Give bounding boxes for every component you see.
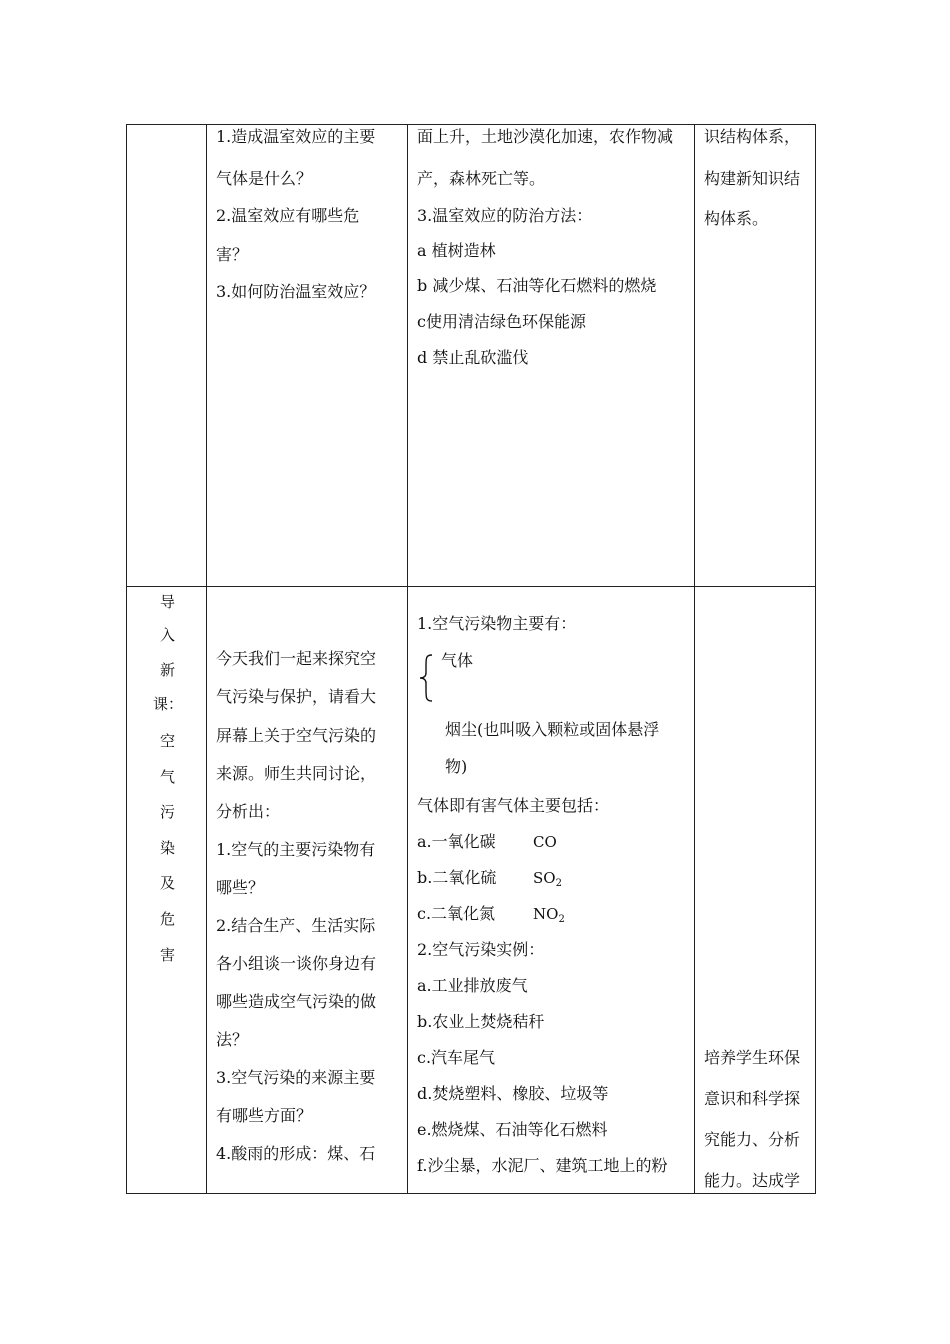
text-line: 哪些？ [216,878,265,897]
text-line: 1.造成温室效应的主要 [216,127,376,146]
text-line: d 禁止乱砍滥伐 [417,348,529,367]
examples-heading: 2.空气污染实例： [417,940,545,959]
text-line: 3.温室效应的防治方法： [417,206,593,225]
table-border-left [126,124,127,1194]
stage-char: 害 [160,946,176,964]
column-divider-2 [407,124,408,1194]
text-line: 能力。达成学 [704,1171,801,1190]
stage-char: 导 [160,593,176,611]
text-line: 屏幕上关于空气污染的 [216,726,377,745]
table-border-bottom [126,1193,816,1194]
text-line: 各小组谈一谈你身边有 [216,954,377,973]
text-line: 气污染与保护，请看大 [216,687,377,706]
text-line: 有哪些方面？ [216,1106,313,1125]
text-line: 害？ [216,245,249,264]
formula-text: NO [533,905,559,923]
example-item: a.工业排放废气 [417,976,528,995]
text-line: 识结构体系， [704,127,801,146]
gas-formula-no2 [533,905,565,929]
stage-char: 课： [153,695,184,713]
example-item: b.农业上焚烧秸秆 [417,1012,545,1031]
stage-char: 污 [160,803,176,821]
column-divider-3 [694,124,695,1194]
brace-item-gas: 气体 [441,651,474,670]
row-divider [126,586,816,587]
table-border-top [126,124,816,125]
text-line: 3.空气污染的来源主要 [216,1068,376,1087]
gas-item-no2: c.二氧化氮 [417,904,496,923]
formula-subscript: 2 [555,878,562,889]
example-item: d.焚烧塑料、橡胶、垃圾等 [417,1084,609,1103]
stage-char: 新 [160,661,176,679]
text-line: 培养学生环保 [704,1048,801,1067]
text-line: 法？ [216,1030,249,1049]
text-line: 构体系。 [704,209,769,228]
text-line: 意识和科学探 [704,1089,801,1108]
stage-char: 气 [160,768,176,786]
stage-char: 空 [160,732,176,750]
text-line: 气体是什么？ [216,169,313,188]
table-border-right [815,124,816,1194]
gas-item-so2: b.二氧化硫 [417,868,497,887]
formula-text: SO [533,869,556,887]
stage-char: 染 [160,839,176,857]
text-line: 1.空气的主要污染物有 [216,840,376,859]
text-line: 构建新知识结 [704,169,801,188]
formula-subscript: 2 [558,914,565,925]
text-line: 来源。师生共同讨论， [216,764,377,783]
text-line: 面上升，土地沙漠化加速，农作物减 [417,127,674,146]
example-item: f.沙尘暴，水泥厂、建筑工地上的粉 [417,1156,668,1175]
brace-item-dust: 烟尘(也叫吸入颗粒或固体悬浮 [445,720,660,739]
column-divider-1 [206,124,207,1194]
pollutants-heading: 1.空气污染物主要有： [417,614,577,633]
gas-formula-so2 [533,869,562,893]
example-item: e.燃烧煤、石油等化石燃料 [417,1120,608,1139]
text-line: 分析出： [216,802,281,821]
text-line: c使用清洁绿色环保能源 [417,312,586,331]
text-line: 今天我们一起来探究空 [216,649,377,668]
stage-char: 入 [160,626,176,644]
text-line: 产，森林死亡等。 [417,169,546,188]
gas-item-co: a.一氧化碳 [417,832,496,851]
brace-item-dust-cont: 物) [445,757,468,776]
text-line: 哪些造成空气污染的做 [216,992,377,1011]
gas-intro: 气体即有害气体主要包括： [417,796,610,815]
lesson-plan-table [126,124,816,1194]
text-line: 究能力、分析 [704,1130,801,1149]
text-line: 4.酸雨的形成：煤、石 [216,1144,376,1163]
text-line: b 减少煤、石油等化石燃料的燃烧 [417,276,657,295]
text-line: 2.温室效应有哪些危 [216,206,360,225]
text-line: 2.结合生产、生活实际 [216,916,376,935]
stage-char: 危 [160,910,176,928]
gas-formula-co: CO [533,833,557,851]
example-item: c.汽车尾气 [417,1048,496,1067]
text-line: 3.如何防治温室效应？ [216,282,376,301]
stage-char: 及 [160,874,176,892]
left-brace-icon [419,654,433,702]
text-line: a 植树造林 [417,241,496,260]
